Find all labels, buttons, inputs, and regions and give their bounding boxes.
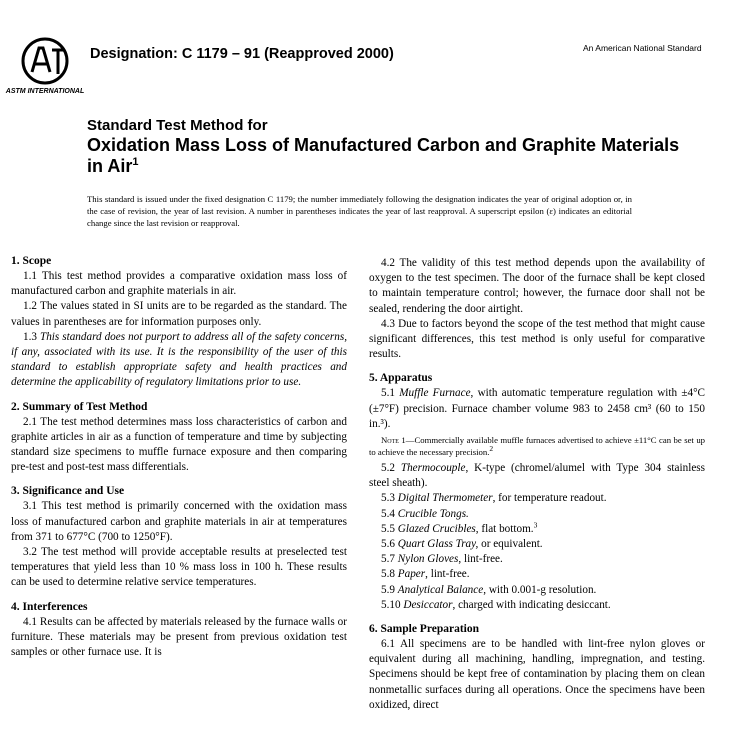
apparatus-item: 5.3 Digital Thermometer, for temperature readout. bbox=[381, 492, 607, 505]
document-title: Oxidation Mass Loss of Manufactured Carbon and Graphite Materials in Air$^1$ bbox=[87, 135, 680, 176]
para-1-2: 1.2 The values stated in SI units are to be regarded as the standard. The values in parentheses are for information purposes only. bbox=[11, 300, 347, 328]
right-column bbox=[369, 256, 705, 713]
note-1: Note 1—Commercially available muffle furnaces advertised to achieve ±11°C can be set up to achieve the necessary precision.$^2$ bbox=[369, 435, 706, 458]
para-1-3: 1.3 This standard does not purport to address all of the safety concerns, if any, associated with its use. It is the responsibility of the user of this standard to establish appropriate safety and health practices and determine the applicability of regulatory limitations prior to use. bbox=[11, 330, 347, 389]
national-standard-note: An American National Standard bbox=[583, 43, 702, 53]
para-5-1: 5.1 Muffle Furnace, with automatic temperature regulation with ±4°C (±7°F) precision. Furnace chamber volume 983 to 2458 cm³ (60 to 150 in.³). bbox=[369, 387, 706, 430]
title-footnote-mark: 1 bbox=[132, 156, 139, 168]
designation: Designation: C 1179 – 91 (Reapproved 2000) bbox=[90, 46, 394, 62]
para-4-2: 4.2 The validity of this test method depends upon the availability of oxygen to the test specimen. The door of the furnace shall be kept closed to maintain temperature control; however, the furnace door shall not be sealed, rendering the door airtight. bbox=[369, 257, 705, 315]
para-6-1: 6.1 All specimens are to be handled with lint-free nylon gloves or equivalent during all machining, handling, impregnation, and testing. Specimens should be kept free of contamination by placing them on clean nonmetallic surfaces during all operations. Once the specimens have been oxidized, direct bbox=[369, 638, 705, 711]
apparatus-item: 5.8 Paper, lint-free. bbox=[381, 568, 470, 581]
section-sample-prep-heading: 6. Sample Preparation bbox=[369, 623, 479, 636]
apparatus-item: 5.6 Quart Glass Tray, or equivalent. bbox=[381, 538, 543, 551]
section-summary-heading: 2. Summary of Test Method bbox=[11, 400, 148, 413]
apparatus-item: 5.4 Crucible Tongs. bbox=[381, 507, 469, 520]
para-4-1: 4.1 Results can be affected by materials released by the furnace walls or furniture. These materials may be present from previous oxidation test samples or other furnace use. It is bbox=[11, 615, 347, 659]
section-significance-heading: 3. Significance and Use bbox=[11, 485, 125, 498]
para-2-1: 2.1 The test method determines mass loss characteristics of carbon and graphite articles in air as a function of temperature and time by subjecting standard size specimens to muffle furnace exposure and then comparing pre-test and post-test mass differentials. bbox=[11, 415, 347, 474]
para-5-2: 5.2 Thermocouple, K-type (chromel/alumel with Type 304 stainless steel sheath). bbox=[369, 462, 705, 490]
section-apparatus-heading: 5. Apparatus bbox=[369, 372, 433, 385]
para-3-1: 3.1 This test method is primarily concerned with the oxidation mass loss of manufactured carbon and graphite materials in air at temperatures from 371 to 677°C (700 to 1250°F). bbox=[11, 500, 347, 543]
logo-text: ASTM INTERNATIONAL bbox=[5, 88, 85, 95]
astm-logo bbox=[5, 36, 85, 96]
left-column bbox=[11, 254, 347, 660]
para-3-2: 3.2 The test method will provide acceptable results at preselected test temperatures that yield less than 10 % mass loss in 100 h. These results can be used to determine relative service temperatures. bbox=[11, 546, 347, 589]
apparatus-item: 5.5 Glazed Crucibles, flat bottom.$^3$ bbox=[381, 520, 538, 535]
apparatus-item: 5.7 Nylon Gloves, lint-free. bbox=[381, 553, 503, 566]
section-scope-heading: 1. Scope bbox=[11, 255, 52, 267]
apparatus-item: 5.9 Analytical Balance, with 0.001-g resolution. bbox=[381, 583, 597, 596]
title-prefix: Standard Test Method for bbox=[87, 117, 268, 134]
apparatus-item: 5.10 Desiccator, charged with indicating desiccant. bbox=[381, 598, 611, 611]
issuance-note: This standard is issued under the fixed designation C 1179; the number immediately following the designation indicates the year of original adoption or, in the case of revision, the year of last revision. A number in parentheses indicates the year of last reapproval. A superscript epsilon (ε) indicates an editorial change since the last revision or reapproval. bbox=[87, 194, 632, 228]
para-4-3: 4.3 Due to factors beyond the scope of the test method that might cause significant differences, this test method is only useful for comparative results. bbox=[369, 317, 705, 361]
para-1-1: 1.1 This test method provides a comparative oxidation mass loss of manufactured carbon and graphite materials in air. bbox=[11, 270, 347, 298]
section-interferences-heading: 4. Interferences bbox=[11, 600, 88, 613]
apparatus-list bbox=[369, 491, 705, 613]
